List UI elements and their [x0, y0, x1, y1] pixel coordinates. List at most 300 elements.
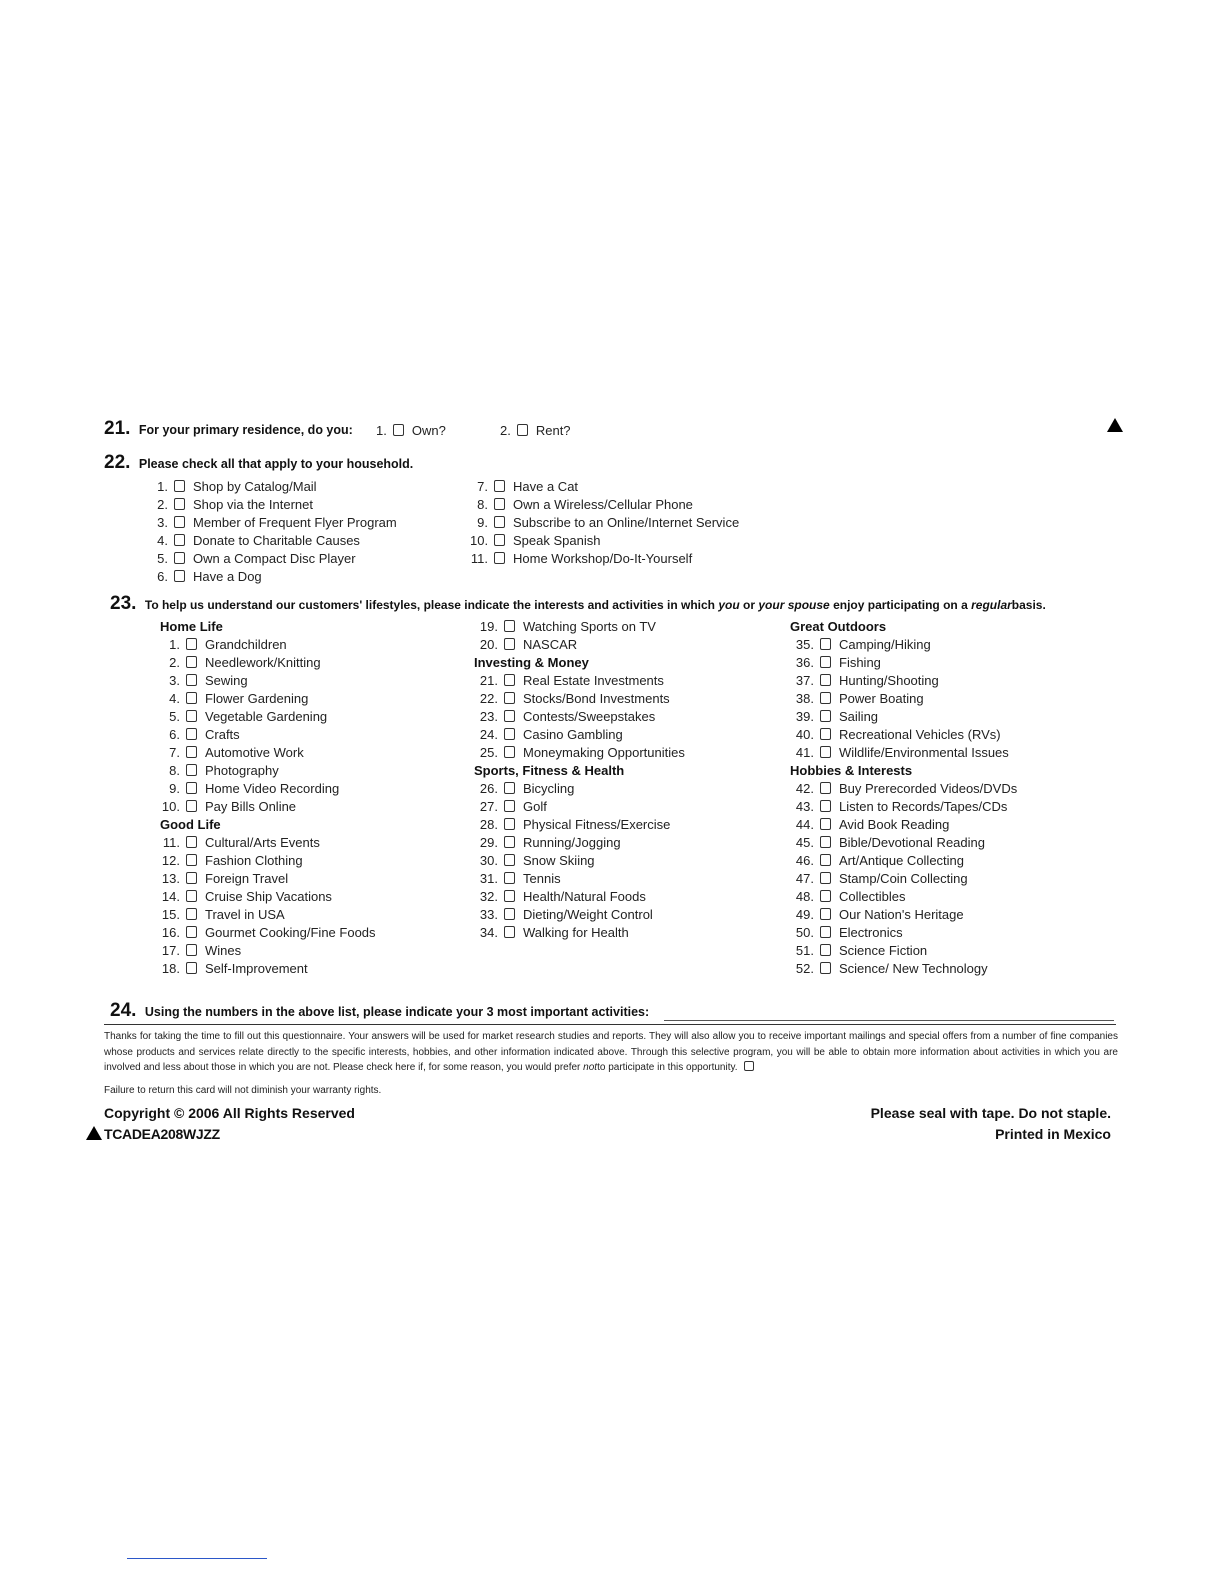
item-label: Snow Skiing	[523, 853, 595, 868]
item-label: Golf	[523, 799, 547, 814]
item-label: Art/Antique Collecting	[839, 853, 965, 868]
checkbox-item[interactable]	[160, 888, 376, 906]
checkbox-item[interactable]	[790, 708, 1017, 726]
question-24: 24. Using the numbers in the above list, please indicate your 3 most important activities:	[110, 1000, 650, 1021]
item-number: 7.	[477, 479, 488, 494]
checkbox-item[interactable]	[474, 924, 685, 942]
item-number: 9.	[477, 515, 488, 530]
item-label: Health/Natural Foods	[523, 889, 646, 904]
item-label: Wines	[205, 943, 242, 958]
item-number: 11.	[162, 835, 180, 850]
checkbox[interactable]	[494, 480, 505, 492]
checkbox[interactable]	[820, 656, 831, 668]
checkbox[interactable]	[174, 516, 185, 528]
checkbox-item[interactable]	[790, 906, 1017, 924]
checkbox[interactable]	[820, 944, 831, 956]
checkbox[interactable]	[820, 836, 831, 848]
checkbox[interactable]	[174, 498, 185, 510]
item-label: Have a Dog	[193, 569, 262, 584]
item-label: Fishing	[839, 655, 881, 670]
item-number: 3.	[157, 515, 168, 530]
item-number: 1.	[157, 479, 168, 494]
item-number: 10.	[161, 799, 180, 814]
item-number: 29.	[479, 835, 498, 850]
checkbox[interactable]	[820, 710, 831, 722]
checkbox[interactable]	[186, 926, 197, 938]
question-text: Using the numbers in the above list, please indicate your 3 most important activities:	[144, 1005, 650, 1019]
checkbox[interactable]	[820, 818, 831, 830]
checkbox[interactable]	[504, 746, 515, 758]
checkbox[interactable]	[186, 854, 197, 866]
checkbox[interactable]	[820, 908, 831, 920]
checkbox[interactable]	[186, 872, 197, 884]
checkbox-item[interactable]	[470, 478, 739, 496]
item-number: 34.	[479, 925, 498, 940]
item-number: 31.	[479, 871, 498, 886]
printed-in: Printed in Mexico	[995, 1126, 1111, 1142]
item-number: 6.	[157, 569, 168, 584]
checkbox-item[interactable]	[470, 550, 739, 568]
item-label: Crafts	[205, 727, 240, 742]
item-label: Power Boating	[839, 691, 924, 706]
checkbox-item[interactable]	[474, 870, 685, 888]
checkbox-item[interactable]	[160, 834, 376, 852]
checkbox-item[interactable]	[474, 888, 685, 906]
checkbox-item[interactable]	[474, 798, 685, 816]
checkbox-item[interactable]	[160, 744, 376, 762]
item-number: 40.	[795, 727, 814, 742]
item-label: Member of Frequent Flyer Program	[193, 515, 397, 530]
checkbox-item[interactable]	[790, 654, 1017, 672]
checkbox-item[interactable]	[160, 762, 376, 780]
checkbox-item[interactable]	[160, 672, 376, 690]
item-number: 45.	[795, 835, 814, 850]
item-label: Our Nation's Heritage	[839, 907, 964, 922]
item-number: 46.	[795, 853, 814, 868]
item-label: Cultural/Arts Events	[205, 835, 320, 850]
item-label: Sailing	[839, 709, 879, 724]
item-label: Speak Spanish	[513, 533, 601, 548]
checkbox[interactable]	[174, 534, 185, 546]
checkbox[interactable]	[820, 872, 831, 884]
category-heading: Good Life	[160, 817, 221, 832]
checkbox[interactable]	[820, 854, 831, 866]
item-number: 4.	[157, 533, 168, 548]
checkbox[interactable]	[504, 782, 515, 794]
question-text-you: you	[718, 598, 740, 612]
item-label: NASCAR	[523, 637, 578, 652]
checkbox[interactable]	[504, 872, 515, 884]
checkbox[interactable]	[186, 908, 197, 920]
item-label: Walking for Health	[523, 925, 629, 940]
question-text-or: or	[743, 598, 756, 612]
item-number: 27.	[479, 799, 498, 814]
item-label: Running/Jogging	[523, 835, 621, 850]
checkbox[interactable]	[820, 674, 831, 686]
checkbox-item[interactable]	[474, 744, 685, 762]
item-label: Shop by Catalog/Mail	[193, 479, 317, 494]
checkbox-item[interactable]	[474, 852, 685, 870]
item-label: Bible/Devotional Reading	[839, 835, 985, 850]
checkbox-item[interactable]	[790, 942, 1017, 960]
item-number: 49.	[795, 907, 814, 922]
item-number: 14.	[161, 889, 180, 904]
checkbox-item[interactable]	[470, 496, 739, 514]
item-label: Photography	[205, 763, 279, 778]
item-number: 32.	[479, 889, 498, 904]
q23-column-2	[474, 618, 685, 942]
checkbox[interactable]	[504, 674, 515, 686]
checkbox[interactable]	[186, 764, 197, 776]
item-number: 2.	[157, 497, 168, 512]
checkbox-item[interactable]	[474, 690, 685, 708]
checkbox-item[interactable]	[470, 532, 739, 550]
item-number: 13.	[161, 871, 180, 886]
item-label: Gourmet Cooking/Fine Foods	[205, 925, 376, 940]
checkbox-item[interactable]	[790, 852, 1017, 870]
checkbox-item[interactable]	[160, 798, 376, 816]
divider	[104, 1024, 1116, 1025]
item-label: Science Fiction	[839, 943, 928, 958]
checkbox-item[interactable]	[160, 690, 376, 708]
item-number: 7.	[169, 745, 180, 760]
checkbox-item[interactable]	[474, 636, 685, 654]
category-heading: Home Life	[160, 619, 223, 634]
checkbox-item[interactable]	[150, 478, 397, 496]
copyright: Copyright © 2006 All Rights Reserved	[104, 1105, 355, 1121]
disclaimer-not: not	[583, 1062, 598, 1073]
item-number: 48.	[795, 889, 814, 904]
item-number: 39.	[795, 709, 814, 724]
checkbox[interactable]	[504, 620, 515, 632]
checkbox[interactable]	[186, 944, 197, 956]
item-label: Automotive Work	[205, 745, 304, 760]
checkbox[interactable]	[186, 890, 197, 902]
checkbox-item[interactable]	[790, 726, 1017, 744]
question-number: 21	[104, 418, 126, 439]
checkbox[interactable]	[186, 800, 197, 812]
checkbox[interactable]	[820, 638, 831, 650]
form-code: TCADEA208WJZZ	[104, 1126, 220, 1142]
checkbox[interactable]	[186, 782, 197, 794]
question-text-regular: regular	[971, 598, 1012, 612]
item-number: 25.	[479, 745, 498, 760]
item-label: Real Estate Investments	[523, 673, 664, 688]
checkbox-item[interactable]	[160, 654, 376, 672]
question-number: 23	[110, 593, 132, 614]
item-label: Moneymaking Opportunities	[523, 745, 685, 760]
checkbox[interactable]	[186, 674, 197, 686]
checkbox-item[interactable]	[790, 798, 1017, 816]
item-label: Donate to Charitable Causes	[193, 533, 360, 548]
item-number: 26.	[479, 781, 498, 796]
checkbox[interactable]	[174, 552, 185, 564]
item-number: 4.	[169, 691, 180, 706]
checkbox-item[interactable]	[160, 906, 376, 924]
disclaimer-text-end: to participate in this opportunity.	[597, 1062, 738, 1073]
checkbox-item[interactable]	[474, 816, 685, 834]
item-label: Fashion Clothing	[205, 853, 303, 868]
checkbox-item[interactable]	[790, 924, 1017, 942]
checkbox-item[interactable]	[790, 834, 1017, 852]
item-label: Avid Book Reading	[839, 817, 950, 832]
question-22: 22. Please check all that apply to your household.	[104, 452, 414, 473]
item-label: Tennis	[523, 871, 561, 886]
checkbox-item[interactable]	[150, 496, 397, 514]
item-number: 47.	[795, 871, 814, 886]
checkbox-item[interactable]	[474, 726, 685, 744]
checkbox[interactable]	[504, 728, 515, 740]
disclaimer-text: Thanks for taking the time to fill out this questionnaire. Your answers will be used for market research studies and reports. They will also allow you to receive important mailings and special offers from a number of fine companies whose products and services relate directly to the specific interests, hobbies, and other information indicated above. Through this selective program, you will be able to obtain more information about activities in which you are involved and less about those in which you are not. Please check here if, for some reason, you would prefer	[104, 1031, 1118, 1073]
checkbox[interactable]	[820, 692, 831, 704]
option-label: Own?	[411, 423, 446, 438]
checkbox[interactable]	[186, 728, 197, 740]
checkbox[interactable]	[186, 638, 197, 650]
checkbox-item[interactable]	[160, 726, 376, 744]
checkbox[interactable]	[186, 692, 197, 704]
item-number: 9.	[169, 781, 180, 796]
item-label: Vegetable Gardening	[205, 709, 328, 724]
item-number: 8.	[169, 763, 180, 778]
warranty-note: Failure to return this card will not diminish your warranty rights.	[104, 1085, 382, 1096]
checkbox[interactable]	[494, 498, 505, 510]
checkbox-item[interactable]	[790, 870, 1017, 888]
checkbox[interactable]	[186, 656, 197, 668]
checkbox[interactable]	[504, 818, 515, 830]
checkbox-item[interactable]	[474, 834, 685, 852]
checkbox[interactable]	[504, 854, 515, 866]
item-label: Physical Fitness/Exercise	[523, 817, 671, 832]
seal-instruction: Please seal with tape. Do not staple.	[870, 1105, 1111, 1121]
checkbox-item[interactable]	[160, 780, 376, 798]
item-number: 3.	[169, 673, 180, 688]
item-label: Own a Compact Disc Player	[193, 551, 356, 566]
rent-checkbox[interactable]	[517, 424, 528, 436]
item-number: 18.	[161, 961, 180, 976]
item-label: Subscribe to an Online/Internet Service	[513, 515, 740, 530]
opt-out-checkbox[interactable]	[744, 1061, 754, 1071]
checkbox-item[interactable]	[790, 960, 1017, 978]
category-heading: Hobbies & Interests	[790, 763, 913, 778]
checkbox[interactable]	[820, 962, 831, 974]
item-number: 20.	[479, 637, 498, 652]
disclaimer-paragraph	[104, 1029, 1118, 1076]
item-label: Electronics	[839, 925, 903, 940]
category-heading: Sports, Fitness & Health	[474, 763, 625, 778]
item-number: 37.	[795, 673, 814, 688]
item-label: Listen to Records/Tapes/CDs	[839, 799, 1008, 814]
checkbox[interactable]	[504, 926, 515, 938]
category-heading: Investing & Money	[474, 655, 589, 670]
q23-column-3	[790, 618, 1017, 978]
item-number: 33.	[479, 907, 498, 922]
triangle-marker-icon	[86, 1126, 102, 1140]
checkbox-item[interactable]	[790, 780, 1017, 798]
item-label: Wildlife/Environmental Issues	[839, 745, 1009, 760]
triangle-marker-icon	[1107, 418, 1123, 432]
checkbox-item[interactable]	[160, 708, 376, 726]
option-label: Rent?	[535, 423, 571, 438]
option-number: 2.	[500, 423, 511, 438]
q23-column-1	[160, 618, 376, 978]
item-number: 22.	[479, 691, 498, 706]
checkbox-item[interactable]	[474, 672, 685, 690]
item-label: Grandchildren	[205, 637, 287, 652]
question-text: To help us understand our customers' lifestyles, please indicate the interests and activities in which	[144, 598, 715, 612]
checkbox-item[interactable]	[470, 514, 739, 532]
item-number: 5.	[157, 551, 168, 566]
option-number: 1.	[376, 423, 387, 438]
item-label: Flower Gardening	[205, 691, 309, 706]
checkbox-item[interactable]	[790, 816, 1017, 834]
checkbox-item[interactable]	[150, 568, 397, 586]
checkbox[interactable]	[186, 710, 197, 722]
item-label: Stamp/Coin Collecting	[839, 871, 968, 886]
checkbox[interactable]	[504, 836, 515, 848]
item-label: Have a Cat	[513, 479, 579, 494]
question-21: 21. For your primary residence, do you: 1. Own? 2. Rent?	[104, 418, 571, 439]
item-label: Own a Wireless/Cellular Phone	[513, 497, 693, 512]
item-label: Casino Gambling	[523, 727, 623, 742]
question-text-basis: basis.	[1011, 598, 1046, 612]
item-label: Hunting/Shooting	[839, 673, 939, 688]
own-checkbox[interactable]	[393, 424, 404, 436]
q22-column-1	[150, 478, 397, 586]
checkbox[interactable]	[504, 692, 515, 704]
checkbox-item[interactable]	[790, 672, 1017, 690]
item-label: Self-Improvement	[205, 961, 308, 976]
checkbox[interactable]	[494, 516, 505, 528]
category-heading: Great Outdoors	[790, 619, 887, 634]
item-number: 6.	[169, 727, 180, 742]
checkbox[interactable]	[504, 638, 515, 650]
question-text-spouse: your spouse	[758, 598, 830, 612]
item-number: 19.	[479, 619, 498, 634]
question-text-b: enjoy participating on a	[833, 598, 968, 612]
checkbox[interactable]	[820, 926, 831, 938]
item-label: Recreational Vehicles (RVs)	[839, 727, 1001, 742]
item-number: 10.	[470, 533, 489, 548]
item-label: Contests/Sweepstakes	[523, 709, 656, 724]
checkbox-item[interactable]	[160, 942, 376, 960]
item-label: Bicycling	[523, 781, 575, 796]
checkbox[interactable]	[820, 800, 831, 812]
item-number: 23.	[479, 709, 498, 724]
item-label: Cruise Ship Vacations	[205, 889, 332, 904]
checkbox[interactable]	[820, 728, 831, 740]
checkbox-item[interactable]	[160, 960, 376, 978]
checkbox-item[interactable]	[160, 924, 376, 942]
item-label: Home Workshop/Do-It-Yourself	[513, 551, 693, 566]
checkbox-item[interactable]	[474, 906, 685, 924]
item-label: Buy Prerecorded Videos/DVDs	[839, 781, 1018, 796]
item-number: 44.	[795, 817, 814, 832]
checkbox[interactable]	[494, 552, 505, 564]
bottom-rule	[127, 1558, 267, 1559]
checkbox[interactable]	[494, 534, 505, 546]
checkbox[interactable]	[186, 746, 197, 758]
item-number: 17.	[161, 943, 180, 958]
item-number: 41.	[795, 745, 814, 760]
item-number: 50.	[795, 925, 814, 940]
checkbox[interactable]	[504, 890, 515, 902]
checkbox[interactable]	[504, 710, 515, 722]
question-number: 22	[104, 452, 126, 473]
checkbox[interactable]	[504, 908, 515, 920]
checkbox-item[interactable]	[150, 550, 397, 568]
checkbox[interactable]	[174, 480, 185, 492]
item-number: 15.	[161, 907, 180, 922]
checkbox-item[interactable]	[790, 888, 1017, 906]
checkbox-item[interactable]	[790, 636, 1017, 654]
item-label: Shop via the Internet	[193, 497, 313, 512]
question-text: For your primary residence, do you:	[138, 423, 353, 437]
item-label: Stocks/Bond Investments	[523, 691, 670, 706]
item-label: Science/ New Technology	[839, 961, 988, 976]
answer-line[interactable]	[664, 1020, 1114, 1021]
item-label: Foreign Travel	[205, 871, 289, 886]
checkbox-item[interactable]	[474, 618, 685, 636]
checkbox[interactable]	[820, 782, 831, 794]
checkbox-item[interactable]	[160, 636, 376, 654]
checkbox[interactable]	[174, 570, 185, 582]
item-number: 38.	[795, 691, 814, 706]
checkbox-item[interactable]	[790, 744, 1017, 762]
item-label: Collectibles	[839, 889, 906, 904]
checkbox[interactable]	[820, 890, 831, 902]
checkbox[interactable]	[820, 746, 831, 758]
checkbox-item[interactable]	[160, 852, 376, 870]
item-label: Camping/Hiking	[839, 637, 931, 652]
item-number: 51.	[795, 943, 814, 958]
checkbox-item[interactable]	[150, 514, 397, 532]
item-number: 11.	[470, 551, 488, 566]
checkbox[interactable]	[186, 836, 197, 848]
checkbox-item[interactable]	[474, 780, 685, 798]
checkbox-item[interactable]	[474, 708, 685, 726]
item-label: Home Video Recording	[205, 781, 340, 796]
item-number: 1.	[169, 637, 180, 652]
item-number: 35.	[795, 637, 814, 652]
question-number: 24	[110, 1000, 132, 1021]
item-number: 8.	[477, 497, 488, 512]
item-label: Travel in USA	[205, 907, 285, 922]
checkbox[interactable]	[186, 962, 197, 974]
item-number: 36.	[795, 655, 814, 670]
item-number: 43.	[795, 799, 814, 814]
checkbox-item[interactable]	[160, 870, 376, 888]
item-number: 12.	[161, 853, 180, 868]
item-label: Sewing	[205, 673, 248, 688]
item-number: 52.	[795, 961, 814, 976]
q22-column-2	[470, 478, 739, 568]
item-label: Watching Sports on TV	[523, 619, 656, 634]
item-label: Pay Bills Online	[205, 799, 297, 814]
item-number: 21.	[479, 673, 498, 688]
item-label: Dieting/Weight Control	[523, 907, 653, 922]
item-number: 24.	[479, 727, 498, 742]
question-23: 23. To help us understand our customers' lifestyles, please indicate the interests and activities in which you or your spouse enjoy participating on a regularbasis.	[110, 593, 1046, 614]
item-label: Needlework/Knitting	[205, 655, 321, 670]
checkbox-item[interactable]	[150, 532, 397, 550]
item-number: 42.	[795, 781, 814, 796]
checkbox[interactable]	[504, 800, 515, 812]
question-text: Please check all that apply to your household.	[138, 457, 414, 471]
checkbox-item[interactable]	[790, 690, 1017, 708]
item-number: 2.	[169, 655, 180, 670]
item-number: 16.	[161, 925, 180, 940]
item-number: 30.	[479, 853, 498, 868]
